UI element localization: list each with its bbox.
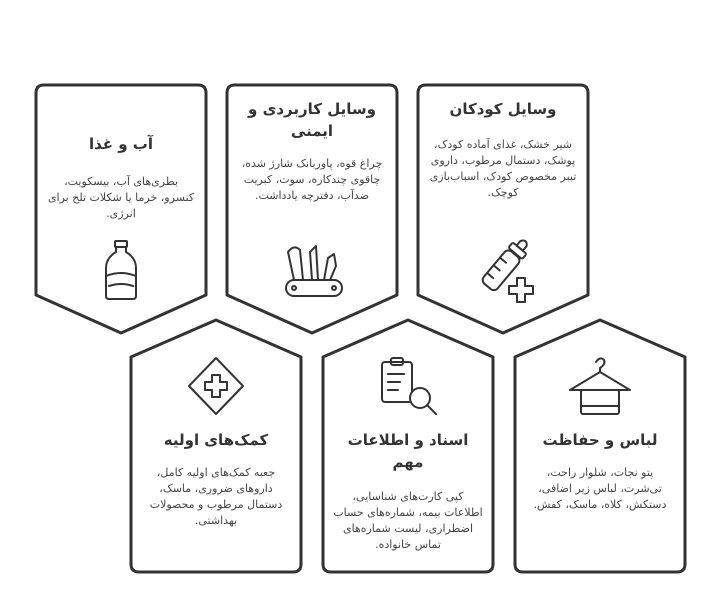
card-body-tools-safety: چراغ قوه، پاوربانک شارژ شده، چاقوی چندکاره، سوت، کبریت ضدآب، دفترچه یادداشت. <box>241 157 383 202</box>
card-body-kids-items: شیر خشک، غذای آماده کودک، پوشک، دستمال مرطوب، داروی تببر مخصوص کودک، اسباب‌بازی کوچک. <box>429 138 577 199</box>
card-title-tools-safety: وسایل کاربردی و ایمنی <box>248 100 376 140</box>
card-body-clothing: پتو نجات، شلوار راحت، تی‌شرت، لباس زیر اضافی، دستکش، کلاه، ماسک، کفش. <box>533 466 667 511</box>
card-title-documents: اسناد و اطلاعات مهم <box>347 431 469 471</box>
card-body-water-food: بطری‌های آب، بیسکویت، کنسرو، خرما یا شکلات تلخ برای انرژی. <box>47 175 195 220</box>
card-shape-kids-items <box>418 85 588 333</box>
card-title-water-food: آب و غذا <box>88 135 154 153</box>
card-body-first-aid: جعبه کمک‌های اولیه کامل، داروهای ضروری، ماسک، دستمال مرطوب و محصولات بهداشتی. <box>149 466 283 527</box>
card-body-documents: کپی کارت‌های شناسایی، اطلاعات بیمه، شماره‌های حساب اضطراری، لیست شماره‌های تماس خانواده. <box>333 490 483 551</box>
card-title-first-aid: کمک‌های اولیه <box>163 431 269 449</box>
card-title-clothing: لباس و حفاظت <box>542 431 658 449</box>
card-title-kids-items: وسایل کودکان <box>449 100 557 118</box>
